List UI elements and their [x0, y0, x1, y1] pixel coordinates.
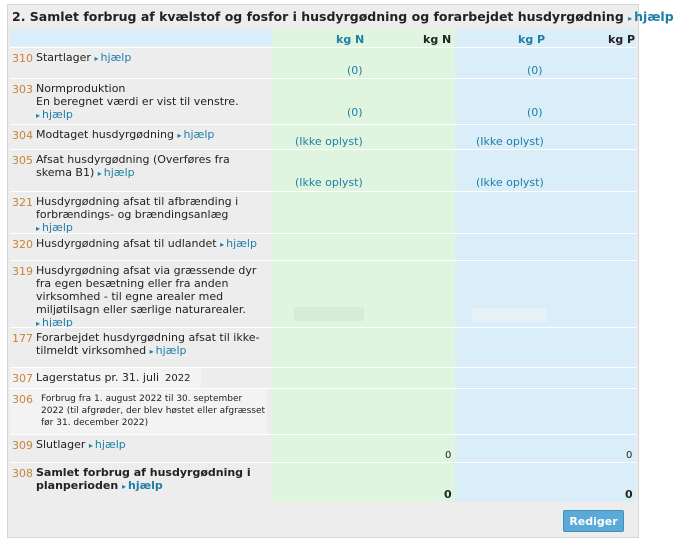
kg-n-total: 0 — [444, 488, 452, 501]
kg-p-link[interactable]: (0) — [527, 64, 543, 77]
table-row — [10, 149, 636, 191]
row-code: 320 — [12, 238, 33, 251]
row-label: Husdyrgødning afsat til udlandet ▸ hjælp — [36, 237, 257, 250]
arrow-icon: ▸ — [177, 131, 182, 140]
table-row — [10, 434, 636, 462]
table-row — [10, 233, 636, 260]
row-code: 304 — [12, 129, 33, 142]
help-link[interactable]: ▸ hjælp — [36, 221, 73, 234]
row-label: Slutlager ▸ hjælp — [36, 438, 126, 451]
forbrug-note: Forbrug fra 1. august 2022 til 30. september 2022 (til afgrøder, der blev høstet eller afgræsset før 31. december 2022) — [41, 394, 266, 428]
arrow-icon: ▸ — [36, 224, 41, 233]
kg-n-link[interactable]: (Ikke oplyst) — [295, 176, 363, 189]
kg-p-link[interactable]: (Ikke oplyst) — [476, 135, 544, 148]
row-code: 308 — [12, 467, 33, 480]
help-link[interactable]: ▸ hjælp — [36, 316, 73, 329]
section-title — [12, 9, 674, 24]
row-code: 303 — [12, 83, 33, 96]
arrow-icon: ▸ — [94, 54, 99, 63]
kg-p-header: kg P — [608, 33, 636, 46]
row-code: 305 — [12, 154, 33, 167]
table-row — [10, 462, 636, 502]
row-label: Lagerstatus pr. 31. juli — [36, 371, 160, 384]
arrow-icon: ▸ — [36, 319, 41, 328]
table-row — [10, 327, 636, 367]
table-row — [10, 260, 636, 327]
row-label: Modtaget husdyrgødning ▸ hjælp — [36, 128, 215, 141]
year-value: 2022 — [165, 373, 191, 384]
help-link[interactable]: ▸ hjælp — [149, 344, 187, 357]
help-link[interactable]: ▸ hjælp — [88, 438, 126, 451]
row-label: Husdyrgødning afsat til afbrænding i forbrændings- og brændingsanlæg ▸ hjælp — [36, 195, 239, 234]
kg-p-link[interactable]: (Ikke oplyst) — [476, 176, 544, 189]
section-title-text: 2. Samlet forbrug af kvælstof og fosfor i husdyrgødning og forarbejdet husdyrgødning — [12, 9, 624, 24]
kg-n-value: 0 — [445, 450, 452, 461]
table-row — [10, 47, 636, 78]
arrow-icon: ▸ — [220, 240, 225, 249]
kg-n-link[interactable]: (0) — [347, 106, 363, 119]
arrow-icon: ▸ — [628, 14, 633, 23]
kg-n-header-link: kg N — [336, 33, 365, 46]
table-row — [10, 124, 636, 149]
row-label: Afsat husdyrgødning (Overføres fra skema B1) ▸ hjælp — [36, 153, 230, 179]
arrow-icon: ▸ — [149, 347, 154, 356]
header-bar — [10, 29, 272, 46]
help-link[interactable]: ▸ hjælp — [122, 479, 163, 492]
kg-n-link[interactable]: (0) — [347, 64, 363, 77]
row-code: 177 — [12, 332, 33, 345]
table-row — [10, 78, 636, 124]
row-code: 321 — [12, 196, 33, 209]
row-label: Husdyrgødning afsat via græssende dyr fra egen besætning eller fra anden virksomhed - til egne arealer med miljøtilsagn eller særlige naturarealer. ▸ hjælp — [36, 264, 257, 329]
row-label: Samlet forbrug af husdyrgødning i planperioden ▸ hjælp — [36, 466, 251, 492]
help-label: hjælp — [634, 9, 674, 24]
arrow-icon: ▸ — [88, 441, 93, 450]
row-label: Forarbejdet husdyrgødning afsat til ikke-tilmeldt virksomhed ▸ hjælp — [36, 331, 260, 357]
kg-n-link[interactable]: (Ikke oplyst) — [295, 135, 363, 148]
table-row — [10, 388, 636, 434]
table-row — [10, 367, 636, 388]
kg-p-total: 0 — [625, 488, 633, 501]
edit-button[interactable]: Rediger — [563, 510, 624, 532]
help-link[interactable]: ▸ hjælp — [220, 237, 257, 250]
kg-p-header-link: kg P — [518, 33, 546, 46]
row-code: 309 — [12, 439, 33, 452]
kg-n-header: kg N — [423, 33, 452, 46]
help-link[interactable]: ▸ hjælp — [94, 51, 132, 64]
row-code: 307 — [12, 372, 33, 385]
help-link[interactable]: ▸ hjælp — [97, 166, 135, 179]
help-link[interactable]: ▸ hjælp — [36, 108, 73, 121]
table-row — [10, 191, 636, 233]
kg-p-value: 0 — [626, 450, 633, 461]
help-link[interactable]: ▸ hjælp — [177, 128, 215, 141]
row-code: 310 — [12, 52, 33, 65]
arrow-icon: ▸ — [122, 482, 127, 491]
arrow-icon: ▸ — [36, 111, 41, 120]
row-code: 306 — [12, 393, 33, 406]
arrow-icon: ▸ — [97, 169, 102, 178]
nutrient-table — [10, 29, 636, 502]
kg-p-input-placeholder — [472, 308, 546, 322]
row-code: 319 — [12, 265, 33, 278]
kg-p-link[interactable]: (0) — [527, 106, 543, 119]
kg-n-input-placeholder — [294, 307, 364, 321]
row-label: Startlager ▸ hjælp — [36, 51, 132, 64]
section-help-link[interactable] — [628, 9, 674, 24]
row-label: Normproduktion En beregnet værdi er vist til venstre. ▸ hjælp — [36, 82, 239, 121]
